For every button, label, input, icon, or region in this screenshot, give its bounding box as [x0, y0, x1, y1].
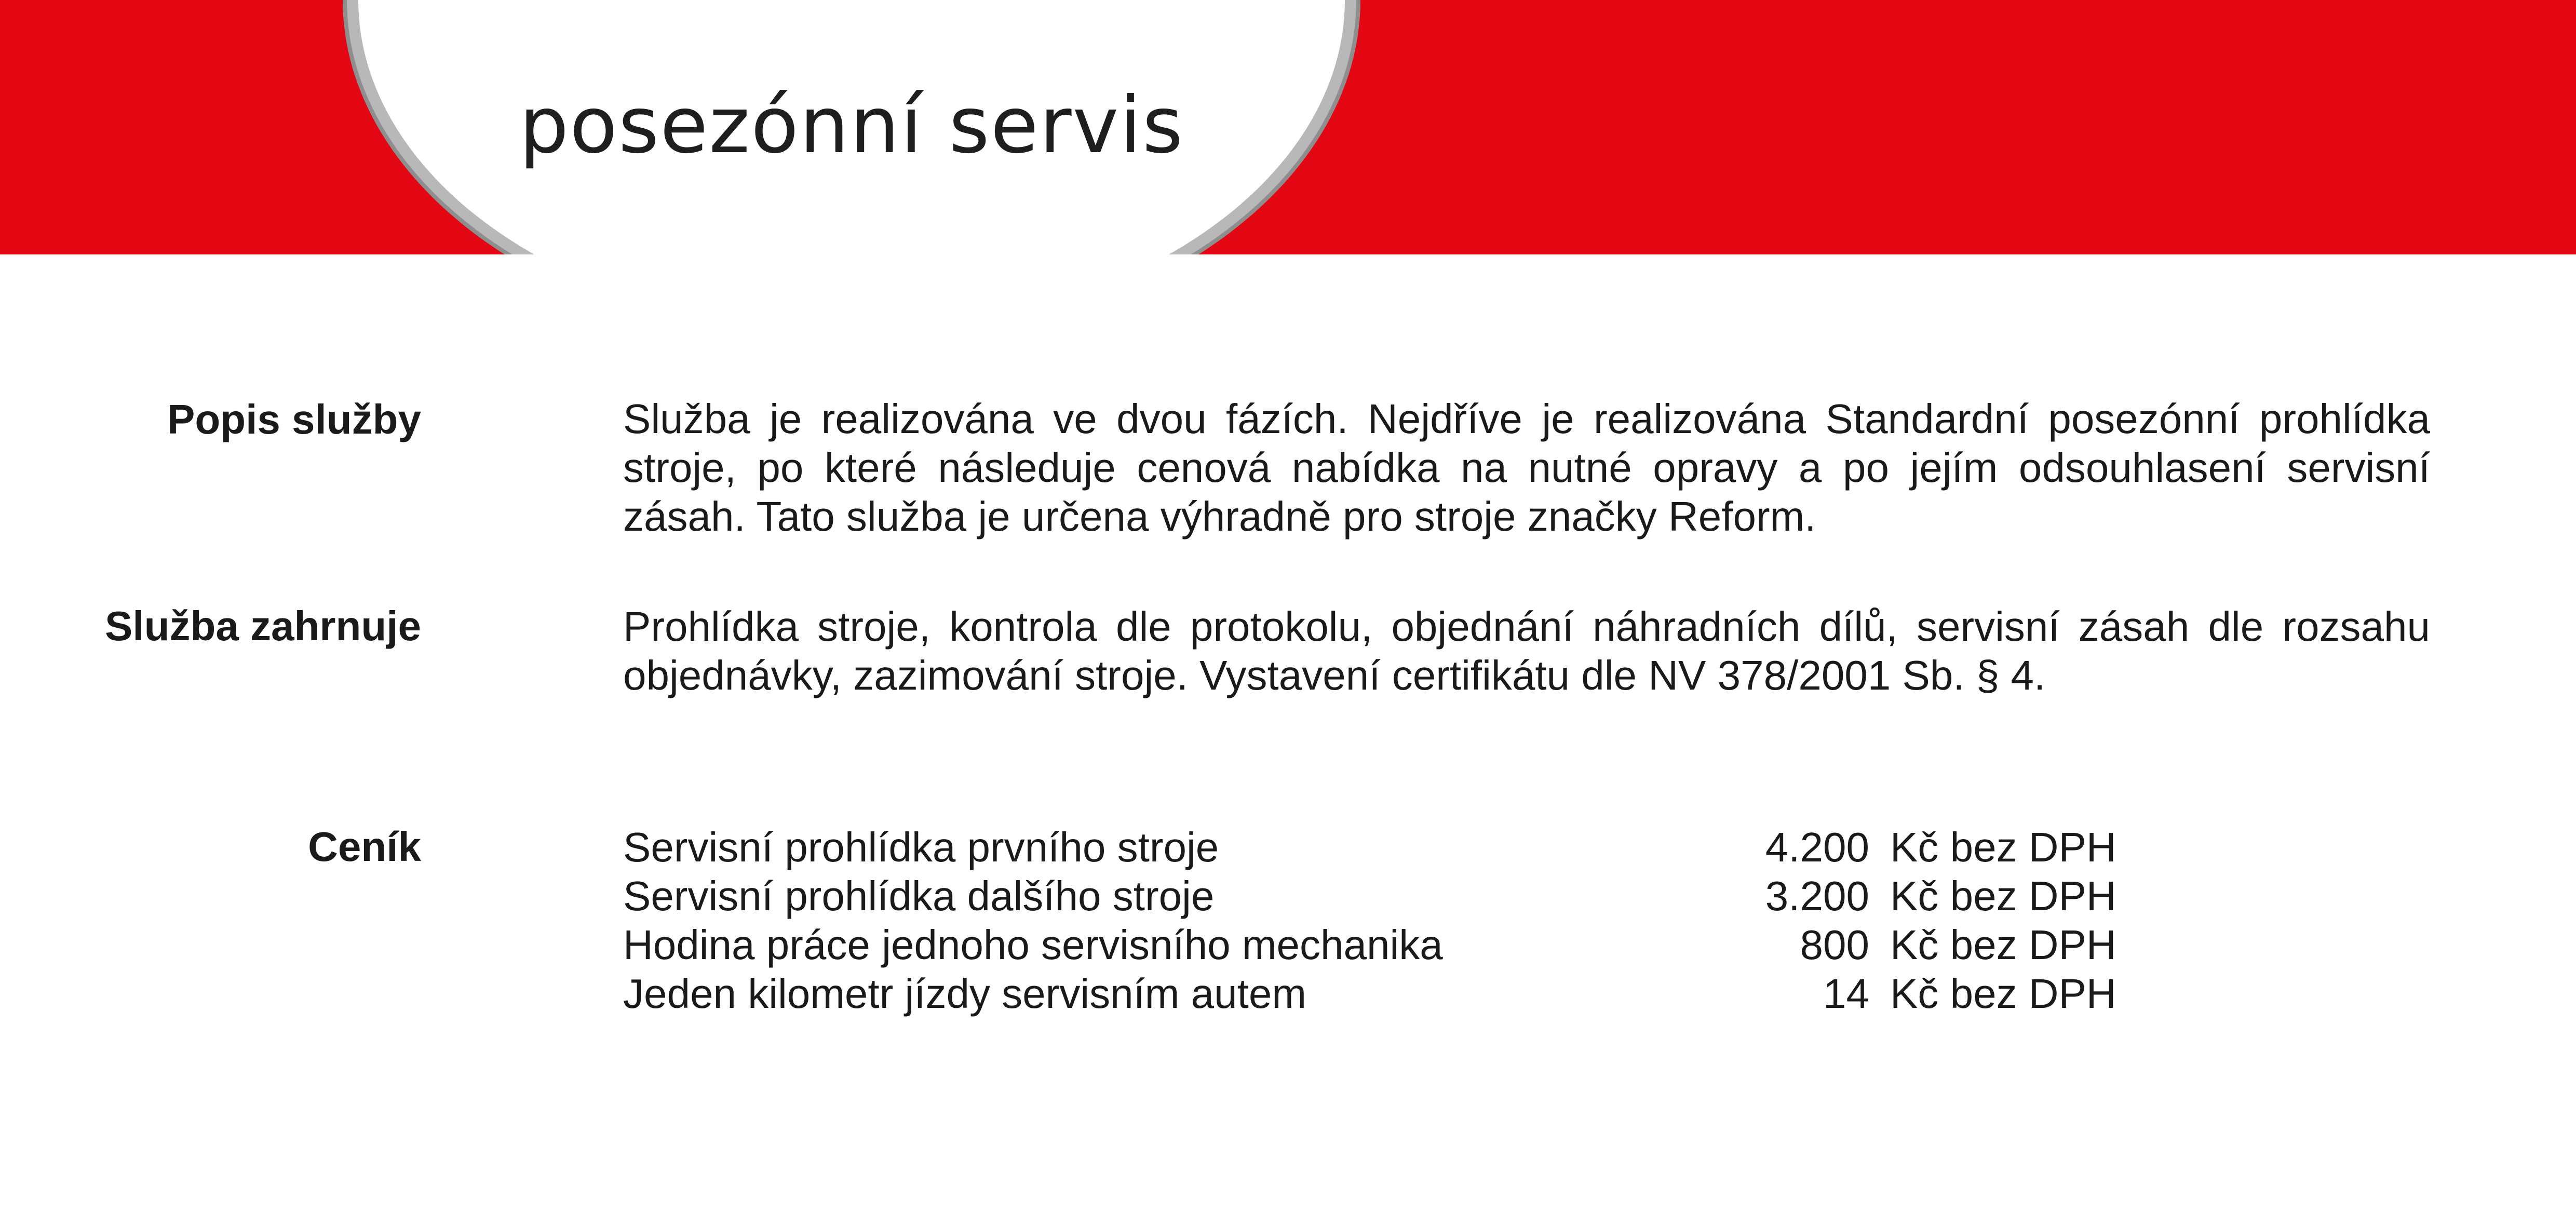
price-item-name: Servisní prohlídka dalšího stroje	[623, 873, 1215, 919]
price-item-amount: 4.200	[1765, 824, 1869, 870]
price-row	[623, 921, 2129, 969]
price-item-unit: Kč bez DPH	[1890, 824, 2116, 870]
section-label-includes: Služba zahrnuje	[105, 603, 421, 649]
price-row	[623, 823, 2129, 872]
page-title: posezónní servis	[519, 80, 1184, 171]
section-text-includes: Prohlídka stroje, kontrola dle protokolu, objednání náhradních dílů, servisní zásah dle rozsahu objednávky, zazimování stroje. Vystavení certifikátu dle NV 378/2001 Sb. § 4.	[623, 603, 2430, 698]
price-list	[623, 823, 2129, 1018]
price-item-amount: 14	[1823, 970, 1869, 1017]
price-item-name: Hodina práce jednoho servisního mechanika	[623, 922, 1443, 968]
price-item-name: Servisní prohlídka prvního stroje	[623, 824, 1219, 870]
section-text-description: Služba je realizována ve dvou fázích. Nejdříve je realizována Standardní posezónní prohlídka stroje, po které následuje cenová nabídka na nutné opravy a po jejím odsouhlasení servisní zásah. Tato služba je určena výhradně pro stroje značky Reform.	[623, 396, 2430, 540]
price-row	[623, 872, 2129, 921]
section-label-description: Popis služby	[167, 396, 421, 442]
price-item-name: Jeden kilometr jízdy servisním autem	[623, 970, 1307, 1017]
price-item-amount: 3.200	[1765, 873, 1869, 919]
price-item-unit: Kč bez DPH	[1890, 873, 2116, 919]
price-item-unit: Kč bez DPH	[1890, 970, 2116, 1017]
section-label-pricing: Ceník	[308, 824, 421, 870]
price-row	[623, 969, 2129, 1018]
price-item-unit: Kč bez DPH	[1890, 922, 2116, 968]
price-item-amount: 800	[1800, 922, 1869, 968]
